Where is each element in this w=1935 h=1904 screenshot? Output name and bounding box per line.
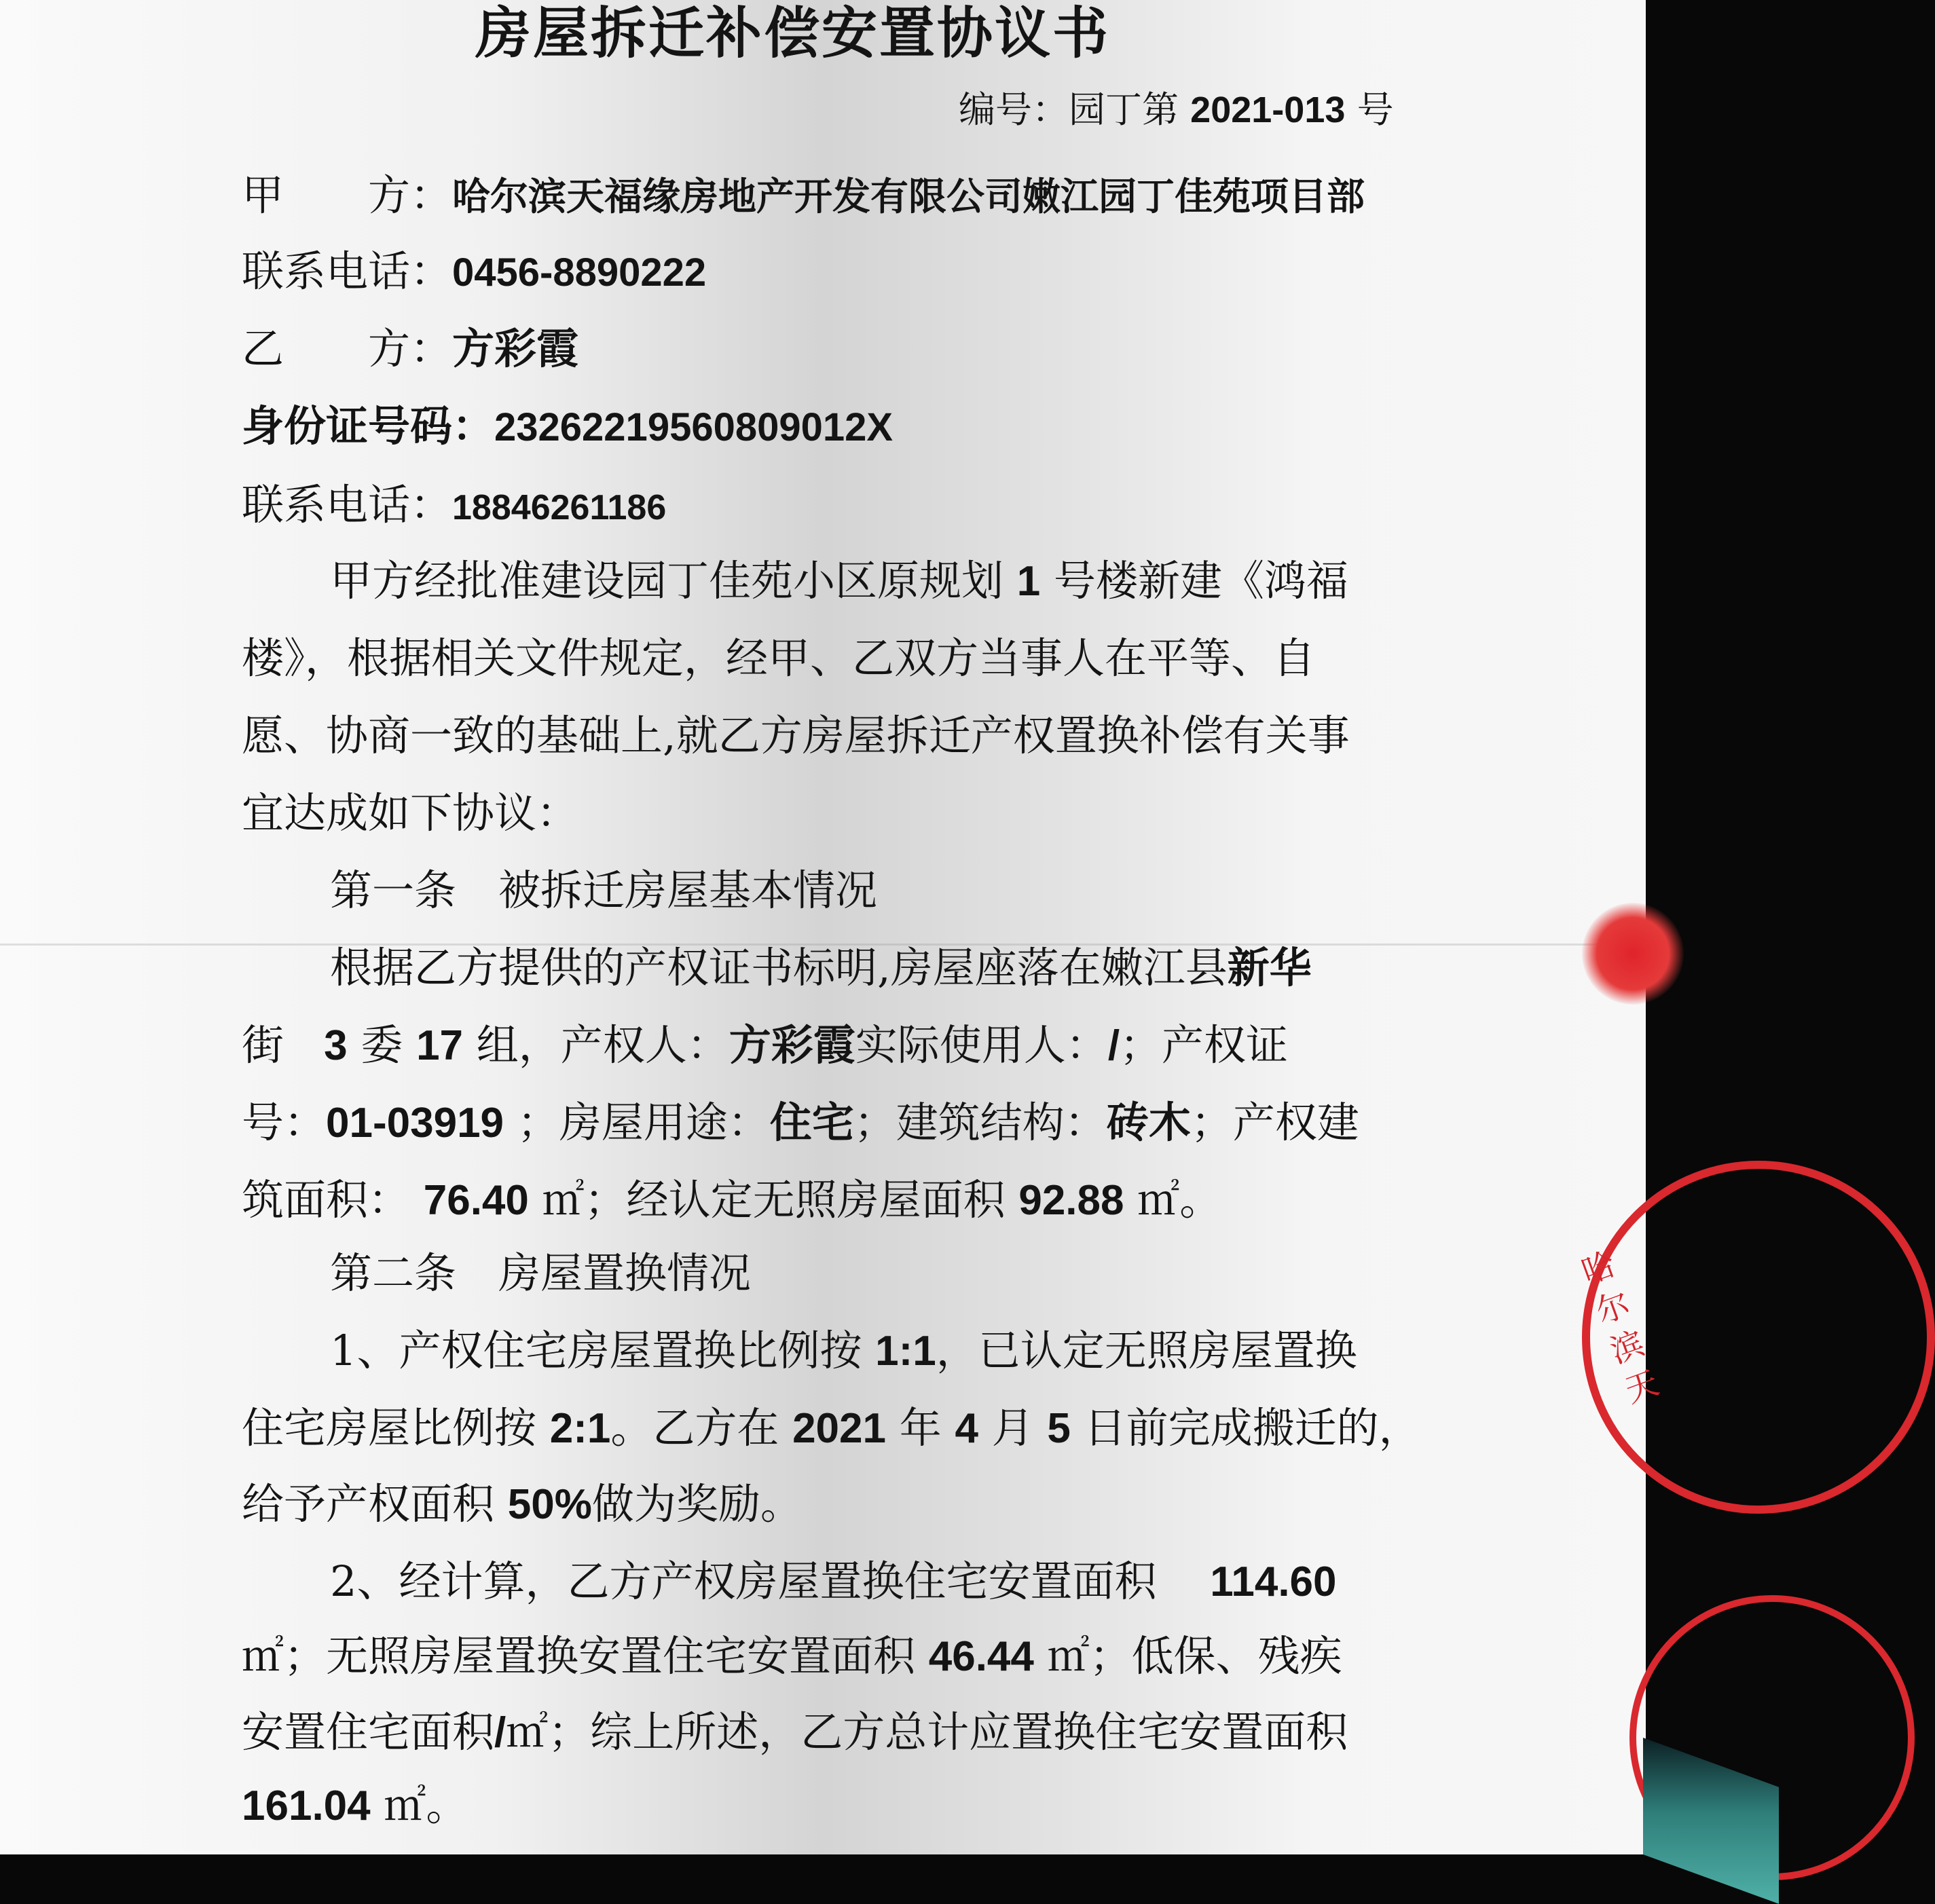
article-2-reward-percent: 50% bbox=[507, 1481, 592, 1528]
article-2-heading: 第二条 房屋置换情况 bbox=[330, 1248, 752, 1298]
article-2-p2-line-1 bbox=[330, 1554, 1337, 1609]
article-1-user-label: 实际使用人： bbox=[855, 1020, 1108, 1070]
article-2-unlicensed-ratio-label-2: 住宅房屋比例按 bbox=[242, 1403, 537, 1453]
article-2-low-income-label: ㎡；低保、残疾 bbox=[1047, 1631, 1342, 1681]
intro-building-number: 1 bbox=[1016, 558, 1041, 605]
article-1-unlicensed-area-label: ㎡；经认定无照房屋面积 bbox=[542, 1175, 1006, 1225]
article-2-p2-line-3 bbox=[242, 1705, 1348, 1760]
party-b-label: 乙 方： bbox=[242, 324, 453, 373]
article-1-street-suffix: 街 bbox=[242, 1020, 284, 1070]
article-2-low-income-area: / bbox=[494, 1709, 506, 1756]
seal-text: 哈尔滨天 bbox=[1577, 1245, 1664, 1411]
article-2-unlicensed-ratio: 2:1 bbox=[549, 1405, 611, 1452]
article-1-structure-value: 砖木 bbox=[1106, 1100, 1191, 1146]
article-2-unlicensed-ratio-label: ，已认定无照房屋置换 bbox=[936, 1326, 1357, 1375]
article-1-structure-label: ；建筑结构： bbox=[853, 1098, 1107, 1147]
party-a-label: 甲 方： bbox=[242, 170, 453, 220]
article-1-line-1-text: 根据乙方提供的产权证书标明,房屋座落在嫩江县 bbox=[330, 943, 1228, 992]
article-1-committee-number: 3 bbox=[324, 1022, 348, 1069]
article-2-unlicensed-placement-label: ㎡；无照房屋置换安置住宅安置面积 bbox=[242, 1631, 916, 1681]
article-2-p2-line-2 bbox=[242, 1629, 1342, 1684]
article-1-owner-label: 组，产权人： bbox=[476, 1020, 729, 1070]
article-1-group-number: 17 bbox=[416, 1022, 464, 1069]
document-number-label: 编号：园丁第 bbox=[959, 88, 1179, 131]
article-1-usage-label: ；房屋用途： bbox=[517, 1098, 770, 1147]
article-1-certificate-label: ；产权证 bbox=[1120, 1020, 1289, 1070]
article-1-line-1 bbox=[330, 941, 1312, 996]
article-1-owner-name: 方彩霞 bbox=[729, 1022, 855, 1069]
id-number-line bbox=[242, 399, 893, 455]
article-2-unlicensed-placement-area: 46.44 bbox=[928, 1633, 1034, 1680]
party-a-name: 哈尔滨天福缘房地产开发有限公司嫩江园丁佳苑项目部 bbox=[452, 175, 1365, 218]
article-1-user-value: / bbox=[1107, 1022, 1120, 1069]
red-seal-blob bbox=[1582, 903, 1684, 1005]
intro-line-2: 楼》，根据相关文件规定，经甲、乙双方当事人在平等、自 bbox=[242, 633, 1316, 683]
document-number-value: 2021-013 bbox=[1190, 90, 1346, 130]
article-2-low-income-area-label: 安置住宅面积 bbox=[242, 1707, 495, 1757]
article-2-licensed-placement-area: 114.60 bbox=[1210, 1558, 1337, 1605]
article-1-unlicensed-area: 92.88 bbox=[1018, 1177, 1124, 1224]
article-2-total-label: ㎡；综上所述，乙方总计应置换住宅安置面积 bbox=[506, 1707, 1348, 1757]
party-a-phone-line bbox=[242, 244, 706, 300]
article-2-licensed-placement-label: 2、经计算，乙方产权房屋置换住宅安置面积 bbox=[330, 1556, 1157, 1606]
article-1-line-2 bbox=[242, 1018, 1288, 1073]
article-2-deadline-year: 2021 bbox=[792, 1405, 887, 1452]
id-number-label: 身份证号码： bbox=[242, 403, 495, 450]
article-2-year-label: 年 bbox=[899, 1403, 942, 1453]
article-2-p1-line-2 bbox=[242, 1401, 1421, 1456]
party-b-phone-value: 18846261186 bbox=[452, 488, 667, 527]
article-2-deadline-label: 。乙方在 bbox=[610, 1403, 779, 1453]
article-2-ratio-label: 1、产权住宅房屋置换比例按 bbox=[330, 1326, 862, 1375]
article-1-line-4 bbox=[242, 1173, 1221, 1228]
article-2-p2-line-4 bbox=[242, 1778, 468, 1833]
document-number-suffix: 号 bbox=[1357, 88, 1394, 131]
party-b-phone-line bbox=[242, 478, 666, 535]
party-a-phone-label: 联系电话： bbox=[242, 246, 453, 296]
article-1-area-label-start: ；产权建 bbox=[1190, 1098, 1359, 1147]
intro-line-3: 愿、协商一致的基础上,就乙方房屋拆迁产权置换补偿有关事 bbox=[242, 711, 1350, 760]
article-1-licensed-area: 76.40 bbox=[423, 1177, 529, 1224]
party-b-phone-label: 联系电话： bbox=[242, 480, 453, 529]
article-1-committee-label: 委 bbox=[361, 1020, 403, 1070]
intro-line-1 bbox=[330, 554, 1348, 609]
document-title: 房屋拆迁补偿安置协议书 bbox=[475, 1, 1111, 66]
intro-line-1-text-b: 号楼新建《鸿福 bbox=[1053, 556, 1348, 605]
article-2-p1-line-1 bbox=[330, 1324, 1357, 1379]
article-1-area-unit: ㎡。 bbox=[1137, 1175, 1222, 1225]
article-2-reward-label: 给予产权面积 bbox=[242, 1479, 495, 1529]
id-number-value: 23262219560809012X bbox=[494, 405, 893, 449]
article-2-reward-suffix: 做为奖励。 bbox=[591, 1479, 803, 1529]
party-b-line bbox=[242, 322, 578, 377]
article-2-total-area: 161.04 bbox=[242, 1782, 371, 1829]
article-1-heading: 第一条 被拆迁房屋基本情况 bbox=[330, 865, 878, 915]
article-2-deadline-day: 5 bbox=[1047, 1405, 1071, 1452]
article-1-usage-value: 住宅 bbox=[769, 1100, 854, 1146]
article-2-p1-line-3 bbox=[242, 1477, 803, 1532]
party-b-name: 方彩霞 bbox=[452, 326, 579, 373]
party-a-line bbox=[242, 168, 1365, 224]
article-1-certificate-suffix: 号： bbox=[242, 1098, 327, 1147]
article-2-month-label: 月 bbox=[991, 1403, 1034, 1453]
article-1-area-label-end: 筑面积： bbox=[242, 1175, 411, 1225]
article-1-line-3 bbox=[242, 1096, 1359, 1151]
intro-line-4: 宜达成如下协议： bbox=[242, 788, 579, 838]
document-number bbox=[959, 83, 1394, 137]
article-2-total-unit: ㎡。 bbox=[384, 1780, 468, 1830]
article-2-deadline-month: 4 bbox=[955, 1405, 978, 1452]
article-2-deadline-suffix: 日前完成搬迁的， bbox=[1084, 1403, 1421, 1453]
article-1-street: 新华 bbox=[1227, 945, 1312, 992]
article-1-certificate-number: 01-03919 bbox=[326, 1100, 504, 1146]
article-2-licensed-ratio: 1:1 bbox=[875, 1328, 936, 1375]
intro-line-1-text-a: 甲方经批准建设园丁佳苑小区原规划 bbox=[330, 556, 1004, 605]
party-a-phone-value: 0456-8890222 bbox=[452, 250, 707, 295]
